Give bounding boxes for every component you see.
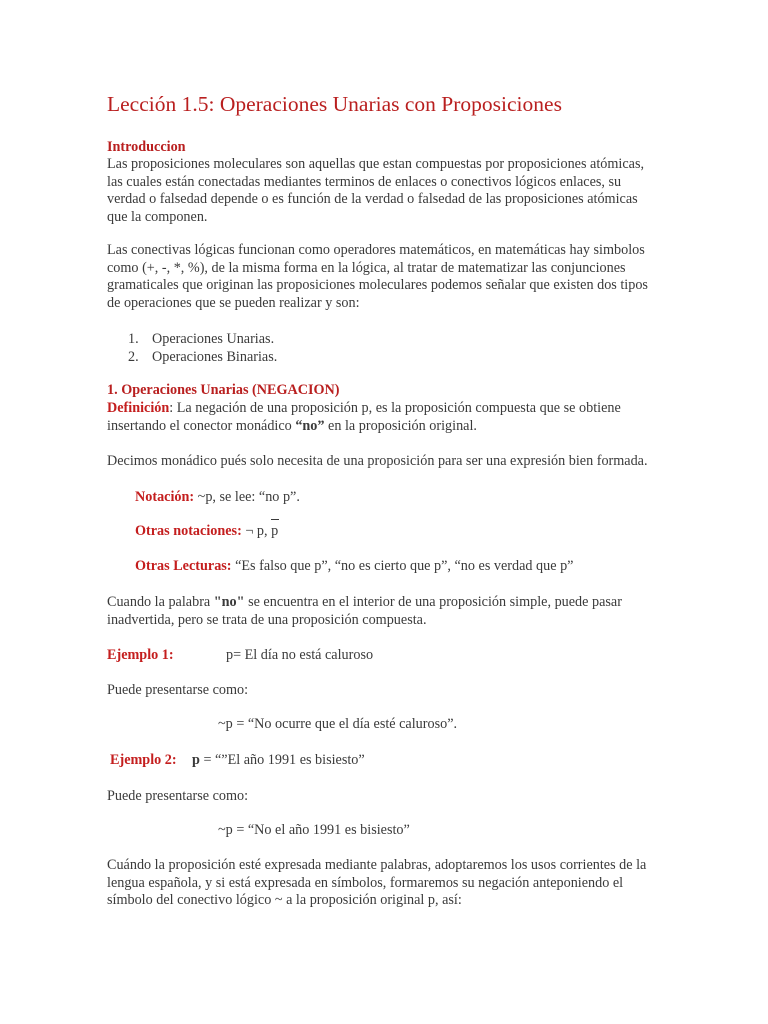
text-line: de operaciones que se pueden realizar y son: bbox=[107, 294, 360, 311]
present-as-1: Puede presentarse como: bbox=[107, 682, 249, 698]
monadic-paragraph: Decimos monádico pués solo necesita de una proposición para ser una expresión bien formada. bbox=[107, 453, 648, 469]
present-as-2: Puede presentarse como: bbox=[107, 788, 249, 804]
definition-paragraph bbox=[107, 400, 667, 435]
example-1: Ejemplo 1: bbox=[107, 647, 174, 663]
text-line: verdad o falsedad depende o es función de la verdad o falsedad de las proposiciones atómicas bbox=[107, 191, 638, 207]
definition-label: Definición bbox=[107, 400, 170, 416]
text-line: Cuando la palabra "no" se encuentra en el interior de una proposición simple, puede pasar bbox=[107, 594, 622, 610]
text-line: Las proposiciones moleculares son aquellas que estan compuestas por proposiciones atómicas, bbox=[107, 156, 645, 172]
section-heading: 1. Operaciones Unarias (NEGACION) bbox=[107, 382, 340, 398]
intro-paragraph-1 bbox=[107, 156, 667, 226]
no-connector: “no” bbox=[295, 417, 325, 434]
operations-list bbox=[107, 330, 277, 366]
text-line: lengua española, y si está expresada en símbolos, formaremos su negación anteponiendo el bbox=[107, 874, 624, 891]
text-line: gramaticales que originan las proposiciones moleculares podemos señalar que existen dos tipos bbox=[107, 277, 648, 293]
text-line: las cuales están conectadas mediantes terminos de enlaces o conectivos lógicos enlaces, su bbox=[107, 173, 622, 190]
intro-paragraph-2 bbox=[107, 242, 667, 312]
word-no-paragraph bbox=[107, 594, 667, 629]
text-line: como (+, -, *, %), de la misma forma en la lógica, al tratar de matematizar las conjunciones bbox=[107, 259, 626, 276]
list-item: 1. Operaciones Unarias. bbox=[128, 331, 275, 347]
example-2-result: ~p = “No el año 1991 es bisiesto” bbox=[218, 822, 410, 838]
text-line: Definición: La negación de una proposición p, es la proposición compuesta que se obtiene bbox=[107, 400, 621, 416]
example-1-text: p= El día no está caluroso bbox=[226, 647, 374, 663]
intro-heading: Introduccion bbox=[107, 139, 186, 155]
page-title: Lección 1.5: Operaciones Unarias con Proposiciones bbox=[107, 92, 562, 116]
example-2-text: p = “”El año 1991 es bisiesto” bbox=[192, 752, 365, 768]
text-line: que la componen. bbox=[107, 208, 208, 225]
text-line: símbolo del conectivo lógico ~ a la proposición original p, así: bbox=[107, 892, 462, 908]
example-2: Ejemplo 2: bbox=[110, 752, 177, 768]
text-line: insertando el conector monádico “no” en la proposición original. bbox=[107, 417, 477, 434]
other-readings-line: Otras Lecturas: “Es falso que p”, “no es cierto que p”, “no es verdad que p” bbox=[135, 558, 574, 574]
other-notations-line: Otras notaciones: ¬ p, p bbox=[135, 523, 279, 539]
text-line: Las conectivas lógicas funcionan como operadores matemáticos, en matemáticas hay simbolos bbox=[107, 242, 645, 258]
example-1-result: ~p = “No ocurre que el día esté caluroso”. bbox=[218, 716, 458, 732]
notation-line: Notación: ~p, se lee: “no p”. bbox=[135, 489, 300, 505]
negated-p: p bbox=[271, 523, 279, 539]
text-line: inadvertida, pero se trata de una proposición compuesta. bbox=[107, 611, 427, 628]
list-item: 2. Operaciones Binarias. bbox=[128, 349, 278, 365]
text-line: Cuándo la proposición esté expresada mediante palabras, adoptaremos los usos corrientes de la bbox=[107, 857, 647, 873]
final-paragraph bbox=[107, 857, 667, 910]
